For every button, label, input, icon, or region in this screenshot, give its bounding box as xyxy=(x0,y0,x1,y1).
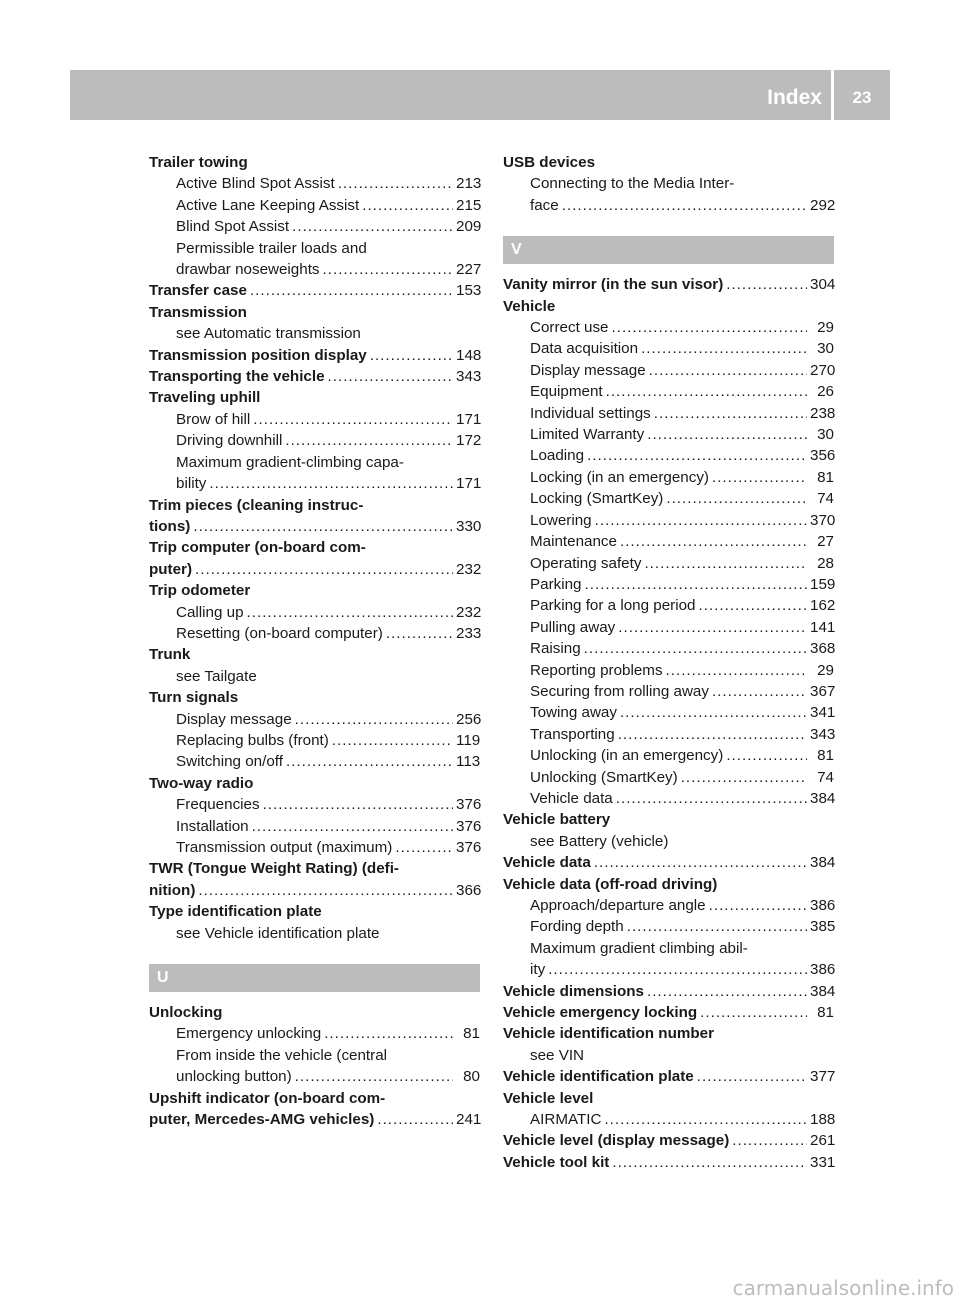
page-reference[interactable]: 227 xyxy=(456,261,482,279)
page-reference[interactable]: 292 xyxy=(810,196,836,214)
page-reference[interactable]: 238 xyxy=(810,404,836,422)
index-heading: Two-way radio xyxy=(149,774,254,792)
index-subentry[interactable] xyxy=(503,510,834,531)
entry-label: Operating safety xyxy=(530,554,642,572)
entry-label: Active Blind Spot Assist xyxy=(176,175,335,193)
entry-label: Lowering xyxy=(530,511,592,529)
entry-label: Individual settings xyxy=(530,404,651,422)
dot-leader xyxy=(712,681,807,702)
page-reference[interactable]: 159 xyxy=(810,575,836,593)
dot-leader xyxy=(195,559,453,580)
index-subentry[interactable] xyxy=(149,195,480,216)
page-reference[interactable]: 241 xyxy=(456,1111,482,1129)
page-reference[interactable]: 384 xyxy=(810,854,836,872)
page-reference[interactable]: 366 xyxy=(456,881,482,899)
dot-leader xyxy=(604,1109,807,1130)
index-subheading: see Vehicle identification plate xyxy=(176,924,380,942)
entry-label: bility xyxy=(176,475,207,493)
index-entry[interactable] xyxy=(149,516,480,537)
entry-label: Transmission position display xyxy=(149,346,367,364)
page-reference[interactable]: 74 xyxy=(817,490,834,508)
page-reference[interactable]: 81 xyxy=(463,1025,480,1043)
entry-label: Towing away xyxy=(530,704,617,722)
index-subentry[interactable] xyxy=(149,602,480,623)
page-reference[interactable]: 232 xyxy=(456,560,482,578)
entry-label: puter, Mercedes-AMG vehicles) xyxy=(149,1111,375,1129)
entry-label: Calling up xyxy=(176,603,244,621)
page-reference[interactable]: 80 xyxy=(463,1068,480,1086)
entry-label: Maintenance xyxy=(530,533,617,551)
index-heading: Upshift indicator (on-board com- xyxy=(149,1089,386,1107)
page-reference[interactable]: 386 xyxy=(810,961,836,979)
index-subentry[interactable] xyxy=(503,745,834,766)
index-heading: Trailer towing xyxy=(149,154,248,171)
index-entry[interactable] xyxy=(149,345,480,366)
page-reference[interactable]: 113 xyxy=(456,753,481,771)
index-subheading: see Tailgate xyxy=(176,667,257,685)
index-subentry[interactable] xyxy=(149,730,480,751)
index-subentry[interactable] xyxy=(503,895,834,916)
index-subentry[interactable] xyxy=(503,959,834,980)
dot-leader xyxy=(584,638,807,659)
index-entry[interactable] xyxy=(503,274,834,295)
index-subheading: see Battery (vehicle) xyxy=(530,832,669,850)
dot-leader xyxy=(198,880,453,901)
index-subentry[interactable] xyxy=(503,445,834,466)
entry-label: Loading xyxy=(530,447,585,465)
index-subentry[interactable] xyxy=(503,574,834,595)
entry-label: Vehicle dimensions xyxy=(503,982,644,1000)
dot-leader xyxy=(324,1023,453,1044)
index-subheading: Maximum gradient-climbing capa- xyxy=(176,453,404,471)
entry-label: Parking for a long period xyxy=(530,597,696,615)
page-reference[interactable]: 30 xyxy=(817,340,834,358)
entry-label: Display message xyxy=(530,361,646,379)
page-reference[interactable]: 209 xyxy=(456,218,482,236)
page-reference[interactable]: 29 xyxy=(817,661,834,679)
dot-leader xyxy=(641,338,807,359)
dot-leader xyxy=(193,516,453,537)
index-entry[interactable] xyxy=(149,559,480,580)
index-subentry[interactable] xyxy=(503,702,834,723)
dot-leader xyxy=(647,424,807,445)
entry-label: Reporting problems xyxy=(530,661,663,679)
index-heading: Vehicle data (off-road driving) xyxy=(503,875,718,893)
index-entry[interactable] xyxy=(149,1109,480,1130)
index-subentry[interactable] xyxy=(503,467,834,488)
page-reference[interactable]: 341 xyxy=(810,704,836,722)
entry-label: nition) xyxy=(149,881,196,899)
index-heading: Vehicle xyxy=(503,297,556,315)
page-reference[interactable]: 215 xyxy=(456,196,482,214)
dot-leader xyxy=(606,381,807,402)
entry-label: Locking (SmartKey) xyxy=(530,490,664,508)
dot-leader xyxy=(332,730,453,751)
dot-leader xyxy=(252,816,453,837)
entry-label: Parking xyxy=(530,575,582,593)
section-letter-header: V xyxy=(503,236,834,264)
dot-leader xyxy=(370,345,453,366)
page-reference[interactable]: 331 xyxy=(810,1153,836,1171)
entry-label: Unlocking (in an emergency) xyxy=(530,747,724,765)
entry-label: Display message xyxy=(176,710,292,728)
dot-leader xyxy=(362,195,453,216)
index-subentry[interactable] xyxy=(503,595,834,616)
dot-leader xyxy=(726,274,807,295)
dot-leader xyxy=(627,916,807,937)
page-reference[interactable]: 367 xyxy=(810,682,836,700)
page-reference[interactable]: 153 xyxy=(456,282,482,300)
entry-label: Vehicle data xyxy=(503,854,591,872)
index-subentry[interactable] xyxy=(149,794,480,815)
entry-label: Driving downhill xyxy=(176,432,283,450)
dot-leader xyxy=(295,1066,453,1087)
index-entry[interactable] xyxy=(503,852,834,873)
entry-label: Transporting the vehicle xyxy=(149,368,325,386)
index-entry[interactable] xyxy=(503,981,834,1002)
index-subentry[interactable] xyxy=(503,381,834,402)
index-entry[interactable] xyxy=(149,880,480,901)
dot-leader xyxy=(285,430,453,451)
page-reference[interactable]: 256 xyxy=(456,710,482,728)
page-reference[interactable]: 270 xyxy=(810,361,836,379)
entry-label: Approach/departure angle xyxy=(530,897,706,914)
index-subentry[interactable] xyxy=(149,173,480,194)
entry-label: Vehicle identification plate xyxy=(503,1068,694,1086)
index-heading: Unlocking xyxy=(149,1004,223,1022)
dot-leader xyxy=(647,981,807,1002)
page-reference[interactable]: 330 xyxy=(456,517,482,535)
dot-leader xyxy=(700,1002,807,1023)
dot-leader xyxy=(618,724,807,745)
entry-label: Vanity mirror (in the sun visor) xyxy=(503,276,724,294)
dot-leader xyxy=(587,445,807,466)
dot-leader xyxy=(666,488,807,509)
dot-leader xyxy=(649,360,807,381)
index-subentry[interactable] xyxy=(503,403,834,424)
dot-leader xyxy=(654,403,807,424)
page-reference[interactable]: 261 xyxy=(810,1132,836,1150)
index-subentry[interactable] xyxy=(503,638,834,659)
index-subentry[interactable] xyxy=(503,317,834,338)
entry-label: Correct use xyxy=(530,319,609,337)
dot-leader xyxy=(620,702,807,723)
entry-label: Data acquisition xyxy=(530,340,639,358)
watermark: carmanualsonline.info xyxy=(732,1276,954,1300)
index-subheading: Permissible trailer loads and xyxy=(176,239,367,257)
index-entry[interactable] xyxy=(503,1066,834,1087)
page-reference[interactable]: 232 xyxy=(456,603,482,621)
page-reference[interactable]: 304 xyxy=(810,276,836,294)
index-subentry[interactable] xyxy=(149,1066,480,1087)
index-subentry[interactable] xyxy=(503,681,834,702)
index-subentry[interactable] xyxy=(149,816,480,837)
index-subentry[interactable] xyxy=(503,424,834,445)
dot-leader xyxy=(585,574,808,595)
index-heading: Vehicle level xyxy=(503,1089,594,1107)
index-heading: Trip odometer xyxy=(149,582,251,600)
dot-leader xyxy=(247,602,453,623)
entry-label: drawbar noseweights xyxy=(176,261,320,279)
index-subentry[interactable] xyxy=(503,916,834,937)
dot-leader xyxy=(292,216,453,237)
index-subheading: Connecting to the Media Inter- xyxy=(530,175,735,193)
index-heading: Vehicle battery xyxy=(503,811,611,829)
index-heading: Type identification plate xyxy=(149,903,322,921)
page-reference[interactable]: 171 xyxy=(456,475,482,493)
index-heading: Vehicle identification number xyxy=(503,1025,714,1043)
page-reference[interactable]: 141 xyxy=(810,618,836,636)
dot-leader xyxy=(395,837,453,858)
dot-leader xyxy=(263,794,453,815)
dot-leader xyxy=(595,510,807,531)
index-subentry[interactable] xyxy=(503,617,834,638)
page-reference[interactable]: 81 xyxy=(817,468,834,486)
page-reference[interactable]: 74 xyxy=(817,768,834,786)
page-reference[interactable]: 343 xyxy=(810,725,836,743)
dot-leader xyxy=(562,195,807,216)
index-subentry[interactable] xyxy=(503,724,834,745)
page-reference[interactable]: 233 xyxy=(456,624,482,642)
page-reference[interactable]: 377 xyxy=(810,1068,836,1086)
index-heading: TWR (Tongue Weight Rating) (defi- xyxy=(149,860,399,878)
page-reference[interactable]: 213 xyxy=(456,175,482,193)
entry-label: ity xyxy=(530,961,546,979)
index-subentry[interactable] xyxy=(149,837,480,858)
entry-label: Switching on/off xyxy=(176,753,283,771)
page-header xyxy=(70,70,890,120)
page-reference[interactable]: 384 xyxy=(810,982,836,1000)
page-reference[interactable]: 376 xyxy=(456,839,482,856)
index-subentry[interactable] xyxy=(503,360,834,381)
dot-leader xyxy=(386,623,453,644)
index-heading: Turn signals xyxy=(149,689,239,707)
entry-label: Fording depth xyxy=(530,918,624,936)
entry-label: Locking (in an emergency) xyxy=(530,468,709,486)
page-reference[interactable]: 27 xyxy=(817,533,834,551)
entry-label: Unlocking (SmartKey) xyxy=(530,768,678,786)
dot-leader xyxy=(698,595,807,616)
dot-leader xyxy=(612,317,808,338)
entry-label: Vehicle level (display message) xyxy=(503,1132,730,1150)
entry-label: Blind Spot Assist xyxy=(176,218,290,236)
page-reference[interactable]: 171 xyxy=(456,410,482,428)
dot-leader xyxy=(732,1130,807,1151)
entry-label: Transporting xyxy=(530,725,615,743)
entry-label: Transfer case xyxy=(149,282,247,300)
dot-leader xyxy=(295,709,453,730)
page-reference[interactable]: 376 xyxy=(456,817,482,835)
page-reference[interactable]: 26 xyxy=(817,383,834,401)
index-entry[interactable] xyxy=(149,366,480,387)
entry-label: Vehicle tool kit xyxy=(503,1153,610,1171)
page-reference[interactable]: 343 xyxy=(456,368,482,386)
dot-leader xyxy=(377,1109,453,1130)
page-reference[interactable]: 368 xyxy=(810,640,836,658)
dot-leader xyxy=(548,959,807,980)
page-reference[interactable]: 356 xyxy=(810,447,836,465)
index-subentry[interactable] xyxy=(503,788,834,809)
entry-label: face xyxy=(530,196,559,214)
entry-label: Transmission output (maximum) xyxy=(176,839,393,856)
index-subheading: see VIN xyxy=(530,1046,585,1064)
dot-leader xyxy=(644,553,807,574)
entry-label: Raising xyxy=(530,640,581,658)
entry-label: Emergency unlocking xyxy=(176,1025,322,1043)
page-reference[interactable]: 28 xyxy=(817,554,834,572)
index-heading: Transmission xyxy=(149,303,247,321)
entry-label: tions) xyxy=(149,517,191,535)
entry-label: Resetting (on-board computer) xyxy=(176,624,383,642)
index-subheading: see Automatic transmission xyxy=(176,325,361,343)
index-subentry[interactable] xyxy=(503,553,834,574)
index-heading: USB devices xyxy=(503,154,596,171)
index-subentry[interactable] xyxy=(503,195,834,216)
dot-leader xyxy=(286,751,453,772)
page-reference[interactable]: 162 xyxy=(810,597,836,615)
page-reference[interactable]: 385 xyxy=(810,918,836,936)
section-title: Index xyxy=(767,86,822,109)
dot-leader xyxy=(681,767,807,788)
index-subentry[interactable] xyxy=(149,216,480,237)
index-subentry[interactable] xyxy=(149,709,480,730)
dot-leader xyxy=(250,280,453,301)
page-reference[interactable]: 188 xyxy=(810,1111,836,1129)
entry-label: Replacing bulbs (front) xyxy=(176,731,329,749)
page-reference[interactable]: 29 xyxy=(817,319,834,337)
index-subentry[interactable] xyxy=(149,473,480,494)
page-reference[interactable]: 370 xyxy=(810,511,836,529)
index-subheading: From inside the vehicle (central xyxy=(176,1046,388,1064)
page-number: 23 xyxy=(852,88,872,107)
index-heading: Trunk xyxy=(149,646,191,664)
dot-leader xyxy=(620,531,807,552)
index-subentry[interactable] xyxy=(149,1023,480,1044)
entry-label: Brow of hill xyxy=(176,410,251,428)
index-subentry[interactable] xyxy=(503,767,834,788)
index-column-right xyxy=(503,152,834,1173)
index-entry[interactable] xyxy=(503,1152,834,1173)
dot-leader xyxy=(612,1152,807,1173)
entry-label: Active Lane Keeping Assist xyxy=(176,196,360,214)
dot-leader xyxy=(328,366,453,387)
index-subentry[interactable] xyxy=(503,338,834,359)
dot-leader xyxy=(338,173,453,194)
entry-label: Vehicle data xyxy=(530,789,613,807)
page-reference[interactable]: 376 xyxy=(456,796,482,814)
page-reference[interactable]: 81 xyxy=(817,747,834,765)
page-reference[interactable]: 148 xyxy=(456,346,482,364)
page-reference[interactable]: 386 xyxy=(810,897,836,914)
section-letter-header: U xyxy=(149,964,480,992)
entry-label: Limited Warranty xyxy=(530,426,645,444)
index-subentry[interactable] xyxy=(149,623,480,644)
page-reference[interactable]: 384 xyxy=(810,789,836,807)
dot-leader xyxy=(726,745,807,766)
dot-leader xyxy=(666,660,807,681)
index-subentry[interactable] xyxy=(503,1109,834,1130)
dot-leader xyxy=(209,473,453,494)
index-subentry[interactable] xyxy=(503,488,834,509)
dot-leader xyxy=(323,259,453,280)
entry-label: unlocking button) xyxy=(176,1068,292,1086)
dot-leader xyxy=(709,895,807,916)
page-reference[interactable]: 81 xyxy=(817,1004,834,1022)
entry-label: Frequencies xyxy=(176,796,260,814)
dot-leader xyxy=(616,788,807,809)
dot-leader xyxy=(697,1066,807,1087)
page-reference[interactable]: 172 xyxy=(456,432,482,450)
index-subheading: Maximum gradient climbing abil- xyxy=(530,939,748,957)
index-subentry[interactable] xyxy=(149,259,480,280)
index-heading: Trim pieces (cleaning instruc- xyxy=(149,496,364,514)
index-subentry[interactable] xyxy=(149,430,480,451)
dot-leader xyxy=(253,409,453,430)
entry-label: Securing from rolling away xyxy=(530,682,709,700)
index-entry[interactable] xyxy=(503,1002,834,1023)
index-subentry[interactable] xyxy=(149,409,480,430)
entry-label: Equipment xyxy=(530,383,603,401)
dot-leader xyxy=(618,617,807,638)
entry-label: Vehicle emergency locking xyxy=(503,1004,698,1022)
page-reference[interactable]: 119 xyxy=(456,731,481,749)
index-subentry[interactable] xyxy=(503,531,834,552)
entry-label: Pulling away xyxy=(530,618,616,636)
entry-label: AIRMATIC xyxy=(530,1111,602,1129)
index-entry[interactable] xyxy=(503,1130,834,1151)
dot-leader xyxy=(594,852,807,873)
index-entry[interactable] xyxy=(149,280,480,301)
index-heading: Traveling uphill xyxy=(149,389,261,407)
index-heading: Trip computer (on-board com- xyxy=(149,539,366,557)
entry-label: Installation xyxy=(176,817,249,835)
index-subentry[interactable] xyxy=(149,751,480,772)
dot-leader xyxy=(712,467,807,488)
index-subentry[interactable] xyxy=(503,660,834,681)
entry-label: puter) xyxy=(149,560,193,578)
page-reference[interactable]: 30 xyxy=(817,426,834,444)
index-column-left xyxy=(149,152,480,1130)
